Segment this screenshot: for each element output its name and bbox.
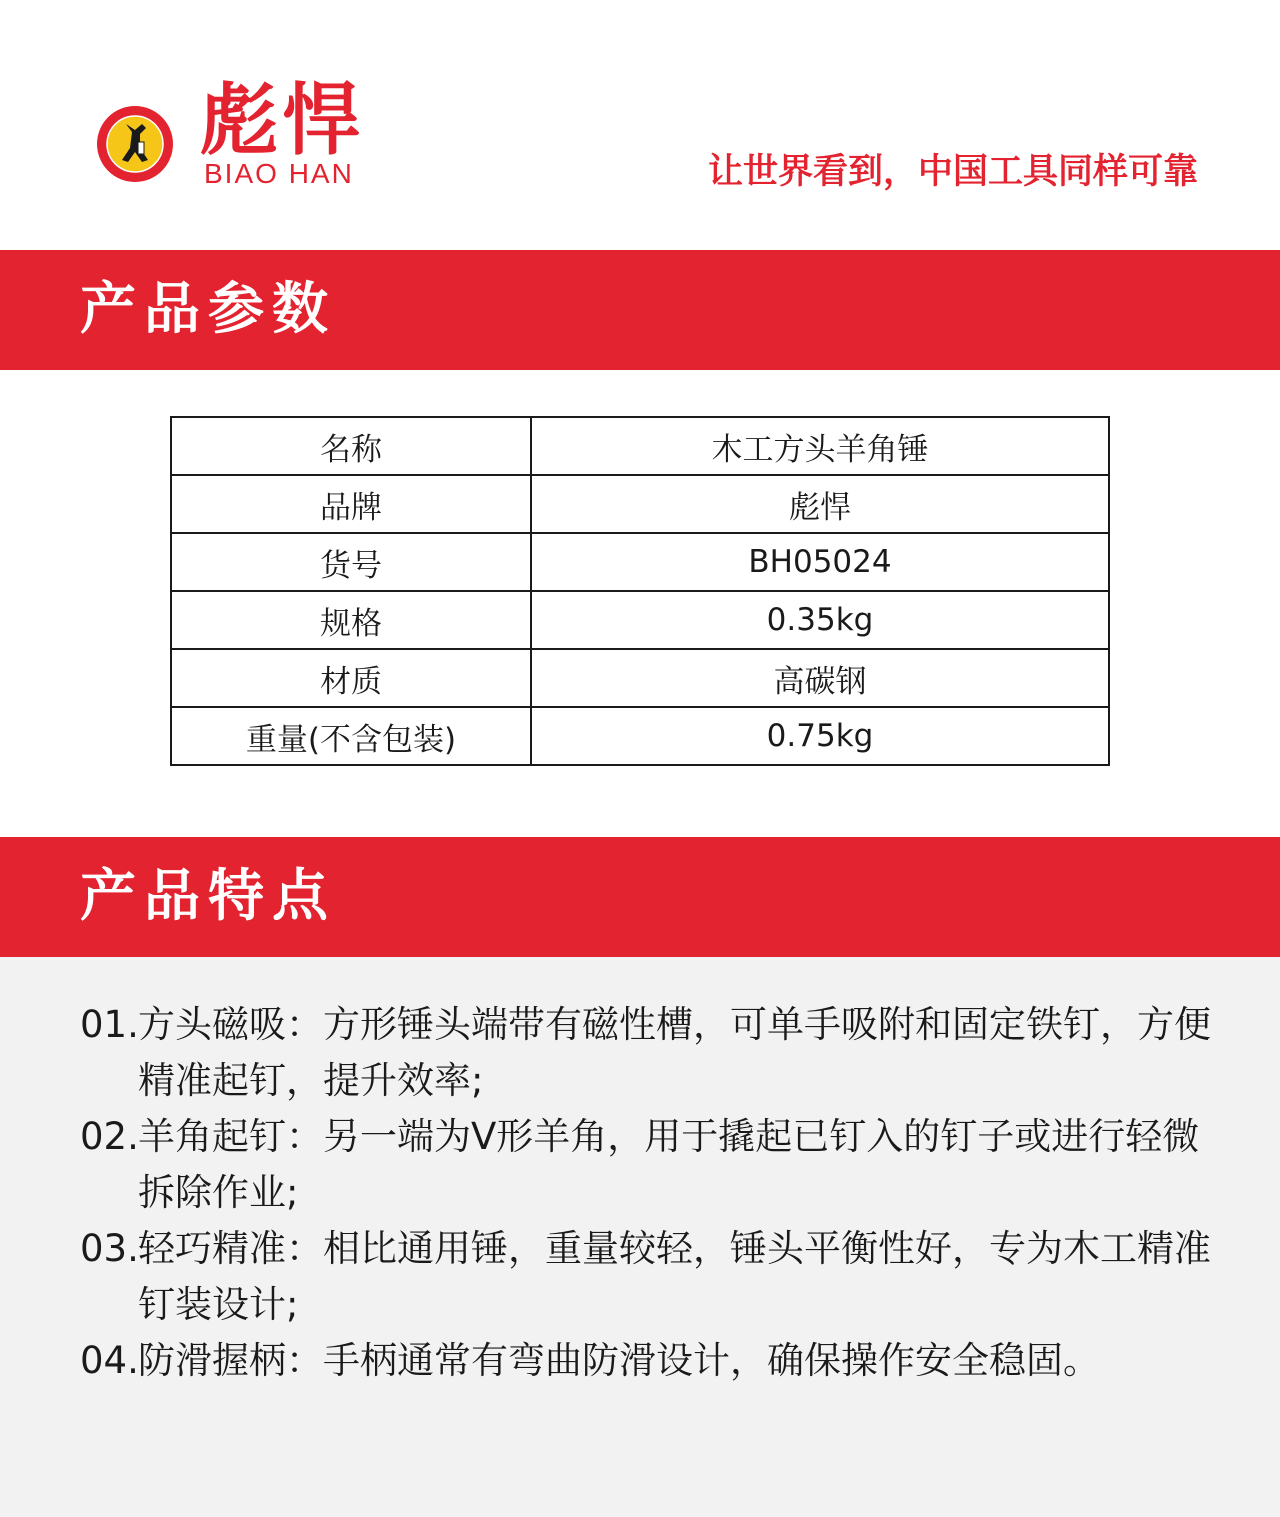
feature-text: 轻巧精准：相比通用锤，重量较轻，锤头平衡性好，专为木工精准钉装设计; <box>138 1227 1211 1326</box>
feature-text: 防滑握柄：手柄通常有弯曲防滑设计，确保操作安全稳固。 <box>138 1339 1100 1382</box>
feature-number: 04. <box>80 1339 139 1382</box>
feature-item <box>80 1333 1230 1389</box>
table-row <box>171 475 1109 533</box>
param-label: 货号 <box>171 533 531 591</box>
table-row <box>171 649 1109 707</box>
table-row <box>171 591 1109 649</box>
params-area <box>0 370 1280 837</box>
feature-number: 01. <box>80 1003 139 1046</box>
param-label: 规格 <box>171 591 531 649</box>
feature-item <box>80 997 1230 1109</box>
table-row <box>171 533 1109 591</box>
brand-seal-logo <box>80 104 190 184</box>
brand-slogan: 让世界看到，中国工具同样可靠 <box>707 152 1198 192</box>
param-value: 0.75kg <box>531 707 1109 765</box>
table-row <box>171 707 1109 765</box>
features-section-title: 产品特点 <box>80 864 336 929</box>
param-label: 重量(不含包装) <box>171 707 531 765</box>
param-label: 材质 <box>171 649 531 707</box>
param-value: 0.35kg <box>531 591 1109 649</box>
params-banner <box>0 250 1280 370</box>
param-value: 彪悍 <box>531 475 1109 533</box>
feature-text: 方头磁吸：方形锤头端带有磁性槽，可单手吸附和固定铁钉，方便精准起钉，提升效率; <box>138 1003 1211 1102</box>
brand-name-chinese: 彪悍 <box>200 75 365 166</box>
brand-name-english: BIAO HAN <box>204 158 354 189</box>
feature-number: 02. <box>80 1115 139 1158</box>
param-label: 名称 <box>171 417 531 475</box>
feature-text: 羊角起钉：另一端为V形羊角，用于撬起已钉入的钉子或进行轻微拆除作业; <box>138 1115 1200 1214</box>
param-value: 高碳钢 <box>531 649 1109 707</box>
feature-item <box>80 1109 1230 1221</box>
table-row <box>171 417 1109 475</box>
feature-item <box>80 1221 1230 1333</box>
header <box>0 0 1280 250</box>
features-area <box>0 957 1280 1517</box>
params-section-title: 产品参数 <box>80 277 336 342</box>
param-label: 品牌 <box>171 475 531 533</box>
param-value: 木工方头羊角锤 <box>531 417 1109 475</box>
features-banner <box>0 837 1280 957</box>
params-table <box>170 416 1110 766</box>
param-value: BH05024 <box>531 533 1109 591</box>
feature-number: 03. <box>80 1227 139 1270</box>
